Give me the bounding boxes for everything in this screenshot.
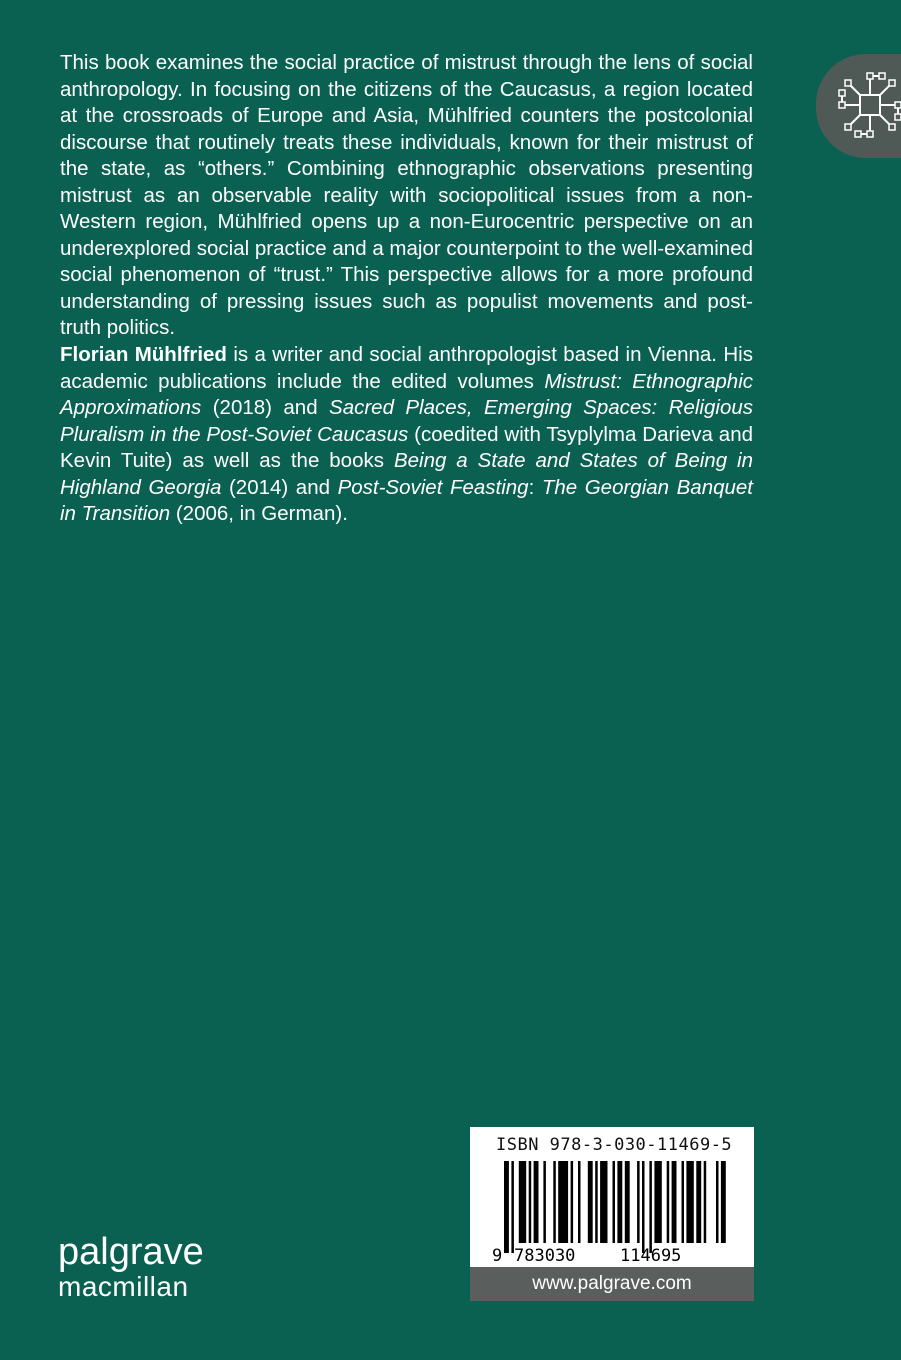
barcode-bar xyxy=(721,1161,726,1243)
barcode-bar xyxy=(667,1161,670,1243)
book-description: This book examines the social practice of mistrust through the lens of social anthropology. In focusing on the citizens of the Caucasus, a region located at the crossroads of Europe and Asia, Mühlfried counters the postcolonial discourse that routinely treats these individuals, known for their mistrust of the state, as “others.” Combining ethnographic observations presenting mistrust as an observable reality with sociopolitical issues from a non-Western region, Mühlfried opens up a non-Eurocentric perspective on an underexplored social practice and a major counterpoint to the well-examined social phenomenon of “trust.” This perspective allows for a more profound understanding of pressing issues such as populist movements and post-truth politics. xyxy=(60,51,753,339)
publisher-url[interactable]: www.palgrave.com xyxy=(470,1267,754,1301)
barcode-bar xyxy=(704,1161,707,1243)
author-name: Florian Mühlfried xyxy=(60,343,227,366)
barcode-bar xyxy=(529,1161,532,1243)
barcode-digit-first: 9 xyxy=(492,1246,503,1265)
bio-text: (2006, in German). xyxy=(170,502,348,525)
logo-macmillan: macmillan xyxy=(58,1271,189,1302)
barcode-bar xyxy=(558,1161,568,1243)
barcode-bar xyxy=(642,1161,645,1253)
book-title: Sacred Places, Emerging Spaces: Religious Pluralism in the Post-Soviet Caucasus xyxy=(60,396,753,446)
bio-text: (2018) and xyxy=(201,396,330,419)
barcode-bar xyxy=(637,1161,640,1243)
network-node-icon xyxy=(838,70,901,140)
barcode-bar xyxy=(534,1161,539,1243)
barcode-digits-right: 114695 xyxy=(620,1246,682,1265)
barcode-bar xyxy=(588,1161,593,1243)
barcode-bar xyxy=(578,1161,581,1243)
barcode-bar xyxy=(504,1161,509,1253)
bio-text: (coedited with Tsyplylma Darieva and Kevin Tuite) as well as the books xyxy=(60,422,753,472)
barcode-bar xyxy=(672,1161,677,1243)
publisher-logo xyxy=(58,1232,204,1302)
barcode-bar xyxy=(617,1161,622,1243)
isbn-label: ISBN 978-3-030-11469-5 xyxy=(496,1135,733,1155)
author-bio xyxy=(60,342,753,528)
barcode-bar xyxy=(613,1161,616,1243)
barcode-bar xyxy=(543,1161,546,1243)
barcode-bar xyxy=(571,1161,574,1243)
series-badge xyxy=(816,54,901,158)
barcode-bar xyxy=(600,1161,607,1243)
book-title: Mistrust: Ethnographic Approximations xyxy=(60,369,754,419)
barcode-bar xyxy=(649,1161,652,1253)
logo-palgrave: palgrave xyxy=(58,1231,204,1273)
barcode-bar xyxy=(511,1161,514,1253)
barcode-bar xyxy=(595,1161,598,1243)
book-title: Post-Soviet Feasting xyxy=(337,475,529,499)
barcode-digits-left: 783030 xyxy=(514,1246,576,1265)
barcode-bar xyxy=(553,1161,556,1243)
barcode-bar xyxy=(696,1161,701,1243)
bio-text: (2014) and xyxy=(221,475,338,499)
barcode-bar xyxy=(519,1161,526,1243)
bio-text: is a writer and social anthropologist based in Vienna. His academic publications include the edited volumes xyxy=(60,343,753,393)
barcode-bar xyxy=(716,1161,719,1243)
barcode-bar xyxy=(686,1161,693,1243)
bio-text: : xyxy=(528,475,542,499)
barcode-bar xyxy=(682,1161,685,1243)
book-title: The Georgian Banquet in Transition xyxy=(60,475,753,525)
barcode-bar xyxy=(625,1161,630,1243)
barcode xyxy=(490,1161,734,1265)
barcode-panel xyxy=(470,1127,754,1301)
barcode-bar xyxy=(654,1161,661,1243)
book-title: Being a State and States of Being in Highland Georgia xyxy=(60,449,753,499)
